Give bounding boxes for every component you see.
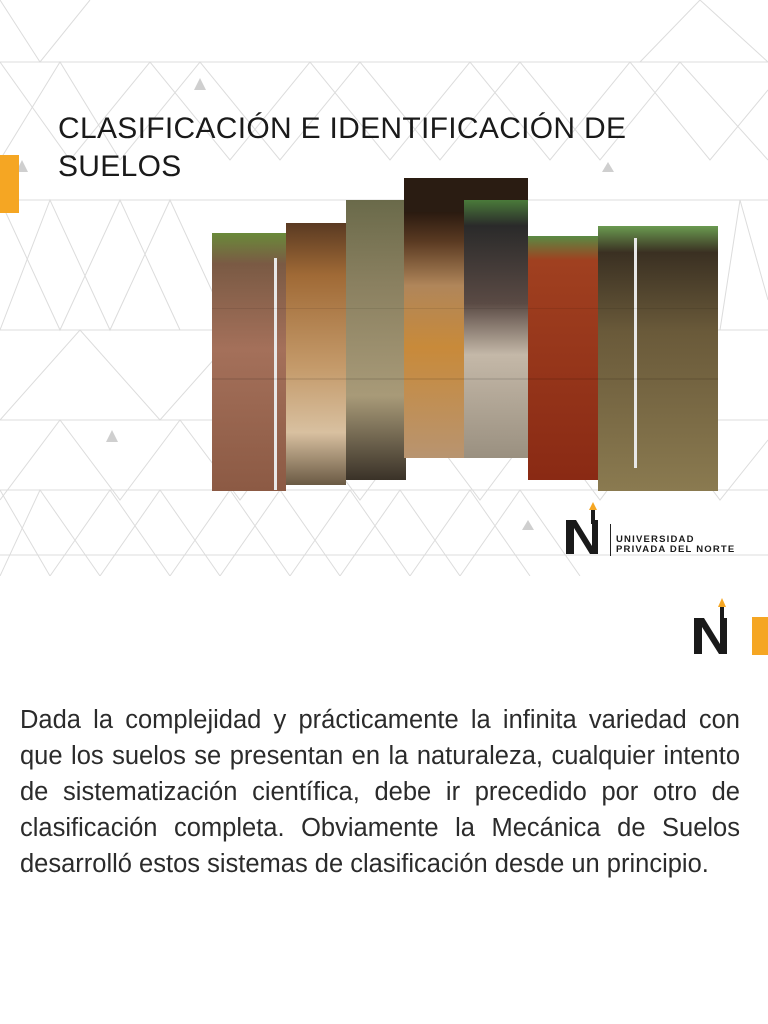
accent-bar xyxy=(0,155,19,213)
upn-n-logo-icon xyxy=(562,502,606,560)
university-logo xyxy=(562,502,762,560)
upn-n-logo-icon xyxy=(690,598,734,658)
university-name xyxy=(616,535,735,555)
soil-profiles-image xyxy=(212,178,722,498)
university-name-line2: PRIVADA DEL NORTE xyxy=(616,544,736,555)
body-paragraph: Dada la complejidad y prácticamente la infinita variedad con que los suelos se presentan en la naturaleza, cualquier intento de sistematización científica, debe ir precedido por otro de clasificación completa. Obviamente la Mecánica de Suelos desarrolló estos sistemas de clasificación desde un principio. xyxy=(20,706,740,878)
logo-separator xyxy=(610,524,611,556)
content-slide xyxy=(0,576,768,1024)
university-name-line1: UNIVERSIDAD xyxy=(616,534,695,545)
accent-bar xyxy=(752,617,768,655)
slide-title: CLASIFICACIÓN E IDENTIFICACIÓN DE SUELOS xyxy=(58,112,627,183)
